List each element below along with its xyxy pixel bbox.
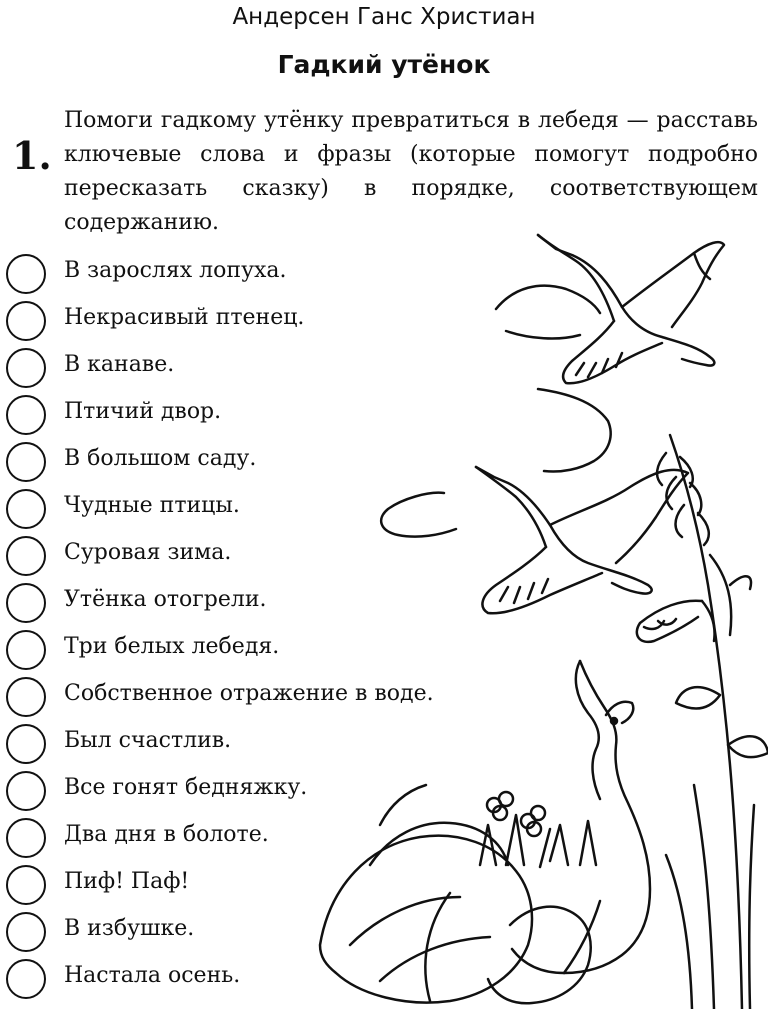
cloud-icon [381,493,456,537]
swan-illustration [310,225,768,1009]
item-label: Некрасивый птенец. [64,305,305,330]
item-label: Пиф! Паф! [64,869,190,894]
item-label: Был счастлив. [64,728,232,753]
answer-circle-input[interactable] [6,818,46,858]
burdock-leaves-icon [320,785,591,1003]
item-label: Птичий двор. [64,399,222,424]
item-label: Три белых лебедя. [64,634,280,659]
answer-circle-input[interactable] [6,865,46,905]
answer-circle-input[interactable] [6,630,46,670]
answer-circle-input[interactable] [6,442,46,482]
item-label: Все гонят бедняжку. [64,775,308,800]
answer-circle-input[interactable] [6,959,46,999]
answer-circle-input[interactable] [6,771,46,811]
author-heading: Андерсен Ганс Христиан [232,4,536,30]
page-title: Гадкий утёнок [277,50,491,79]
answer-circle-input[interactable] [6,489,46,529]
answer-circle-input[interactable] [6,254,46,294]
item-label: Утёнка отогрели. [64,587,267,612]
item-label: В зарослях лопуха. [64,258,287,283]
answer-circle-input[interactable] [6,724,46,764]
item-label: В большом саду. [64,446,257,471]
reeds-icon [657,435,768,1009]
cloud-icon [538,389,611,472]
task-instructions: Помоги гадкому утёнку превратиться в лебедя — расставь ключевые слова и фразы (которые помогут подробно пересказать сказку) в порядке, соответствующем содержанию. [64,108,758,235]
answer-circle-input[interactable] [6,677,46,717]
answer-circle-input[interactable] [6,583,46,623]
item-label: В избушке. [64,916,195,941]
flying-swan-icon [496,235,724,383]
answer-circle-input[interactable] [6,301,46,341]
answer-circle-input[interactable] [6,395,46,435]
answer-circle-input[interactable] [6,536,46,576]
answer-circle-input[interactable] [6,348,46,388]
item-label: Суровая зима. [64,540,232,565]
item-label: Настала осень. [64,963,241,988]
item-label: Два дня в болоте. [64,822,269,847]
item-label: Чудные птицы. [64,493,240,518]
task-number: 1. [12,133,52,178]
flying-swan-icon [476,467,688,613]
flower-icon [637,601,715,642]
item-label: В канаве. [64,352,175,377]
item-label: Собственное отражение в воде. [64,681,434,706]
answer-circle-input[interactable] [6,912,46,952]
